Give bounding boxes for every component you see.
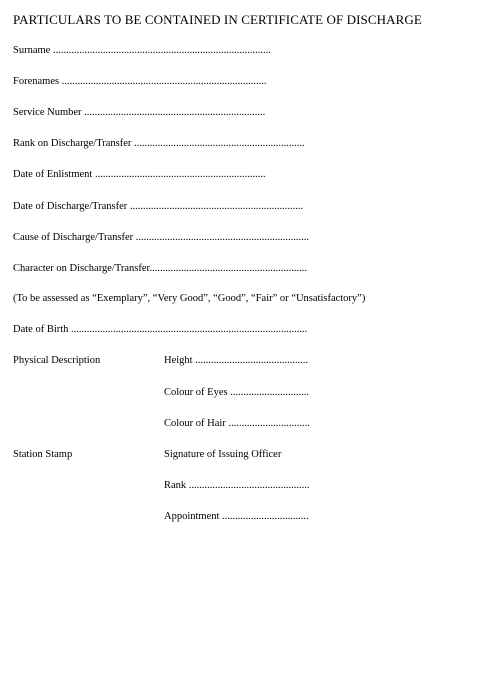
cause-of-discharge-field: Cause of Discharge/Transfer ..................................................................: [13, 232, 310, 243]
colour-of-hair-field: Colour of Hair ...............................: [164, 418, 310, 429]
service-number-field: Service Number .....................................................................: [13, 107, 266, 118]
colour-of-eyes-field: Colour of Eyes ..............................: [164, 387, 309, 398]
date-of-discharge-field: Date of Discharge/Transfer ..................................................................: [13, 201, 304, 212]
date-of-birth-field: Date of Birth ..........................................................................................: [13, 324, 308, 335]
height-field: Height ...........................................: [164, 355, 309, 366]
signature-of-issuing-officer-label: Signature of Issuing Officer: [164, 449, 282, 460]
station-stamp-label: Station Stamp: [13, 449, 73, 460]
date-of-enlistment-field: Date of Enlistment .................................................................: [13, 169, 266, 180]
physical-description-label: Physical Description: [13, 355, 101, 366]
rank-on-discharge-field: Rank on Discharge/Transfer .................................................................: [13, 138, 305, 149]
forenames-field: Forenames ..............................................................................: [13, 76, 267, 87]
character-on-discharge-field: Character on Discharge/Transfer............................................................: [13, 263, 307, 274]
document-title: PARTICULARS TO BE CONTAINED IN CERTIFICATE OF DISCHARGE: [13, 12, 422, 27]
assessment-note: (To be assessed as “Exemplary”, “Very Good”, “Good”, “Fair” or “Unsatisfactory”): [13, 293, 366, 304]
surname-field: Surname ...................................................................................: [13, 45, 271, 56]
appointment-field: Appointment .................................: [164, 511, 309, 522]
rank-field: Rank ..............................................: [164, 480, 310, 491]
